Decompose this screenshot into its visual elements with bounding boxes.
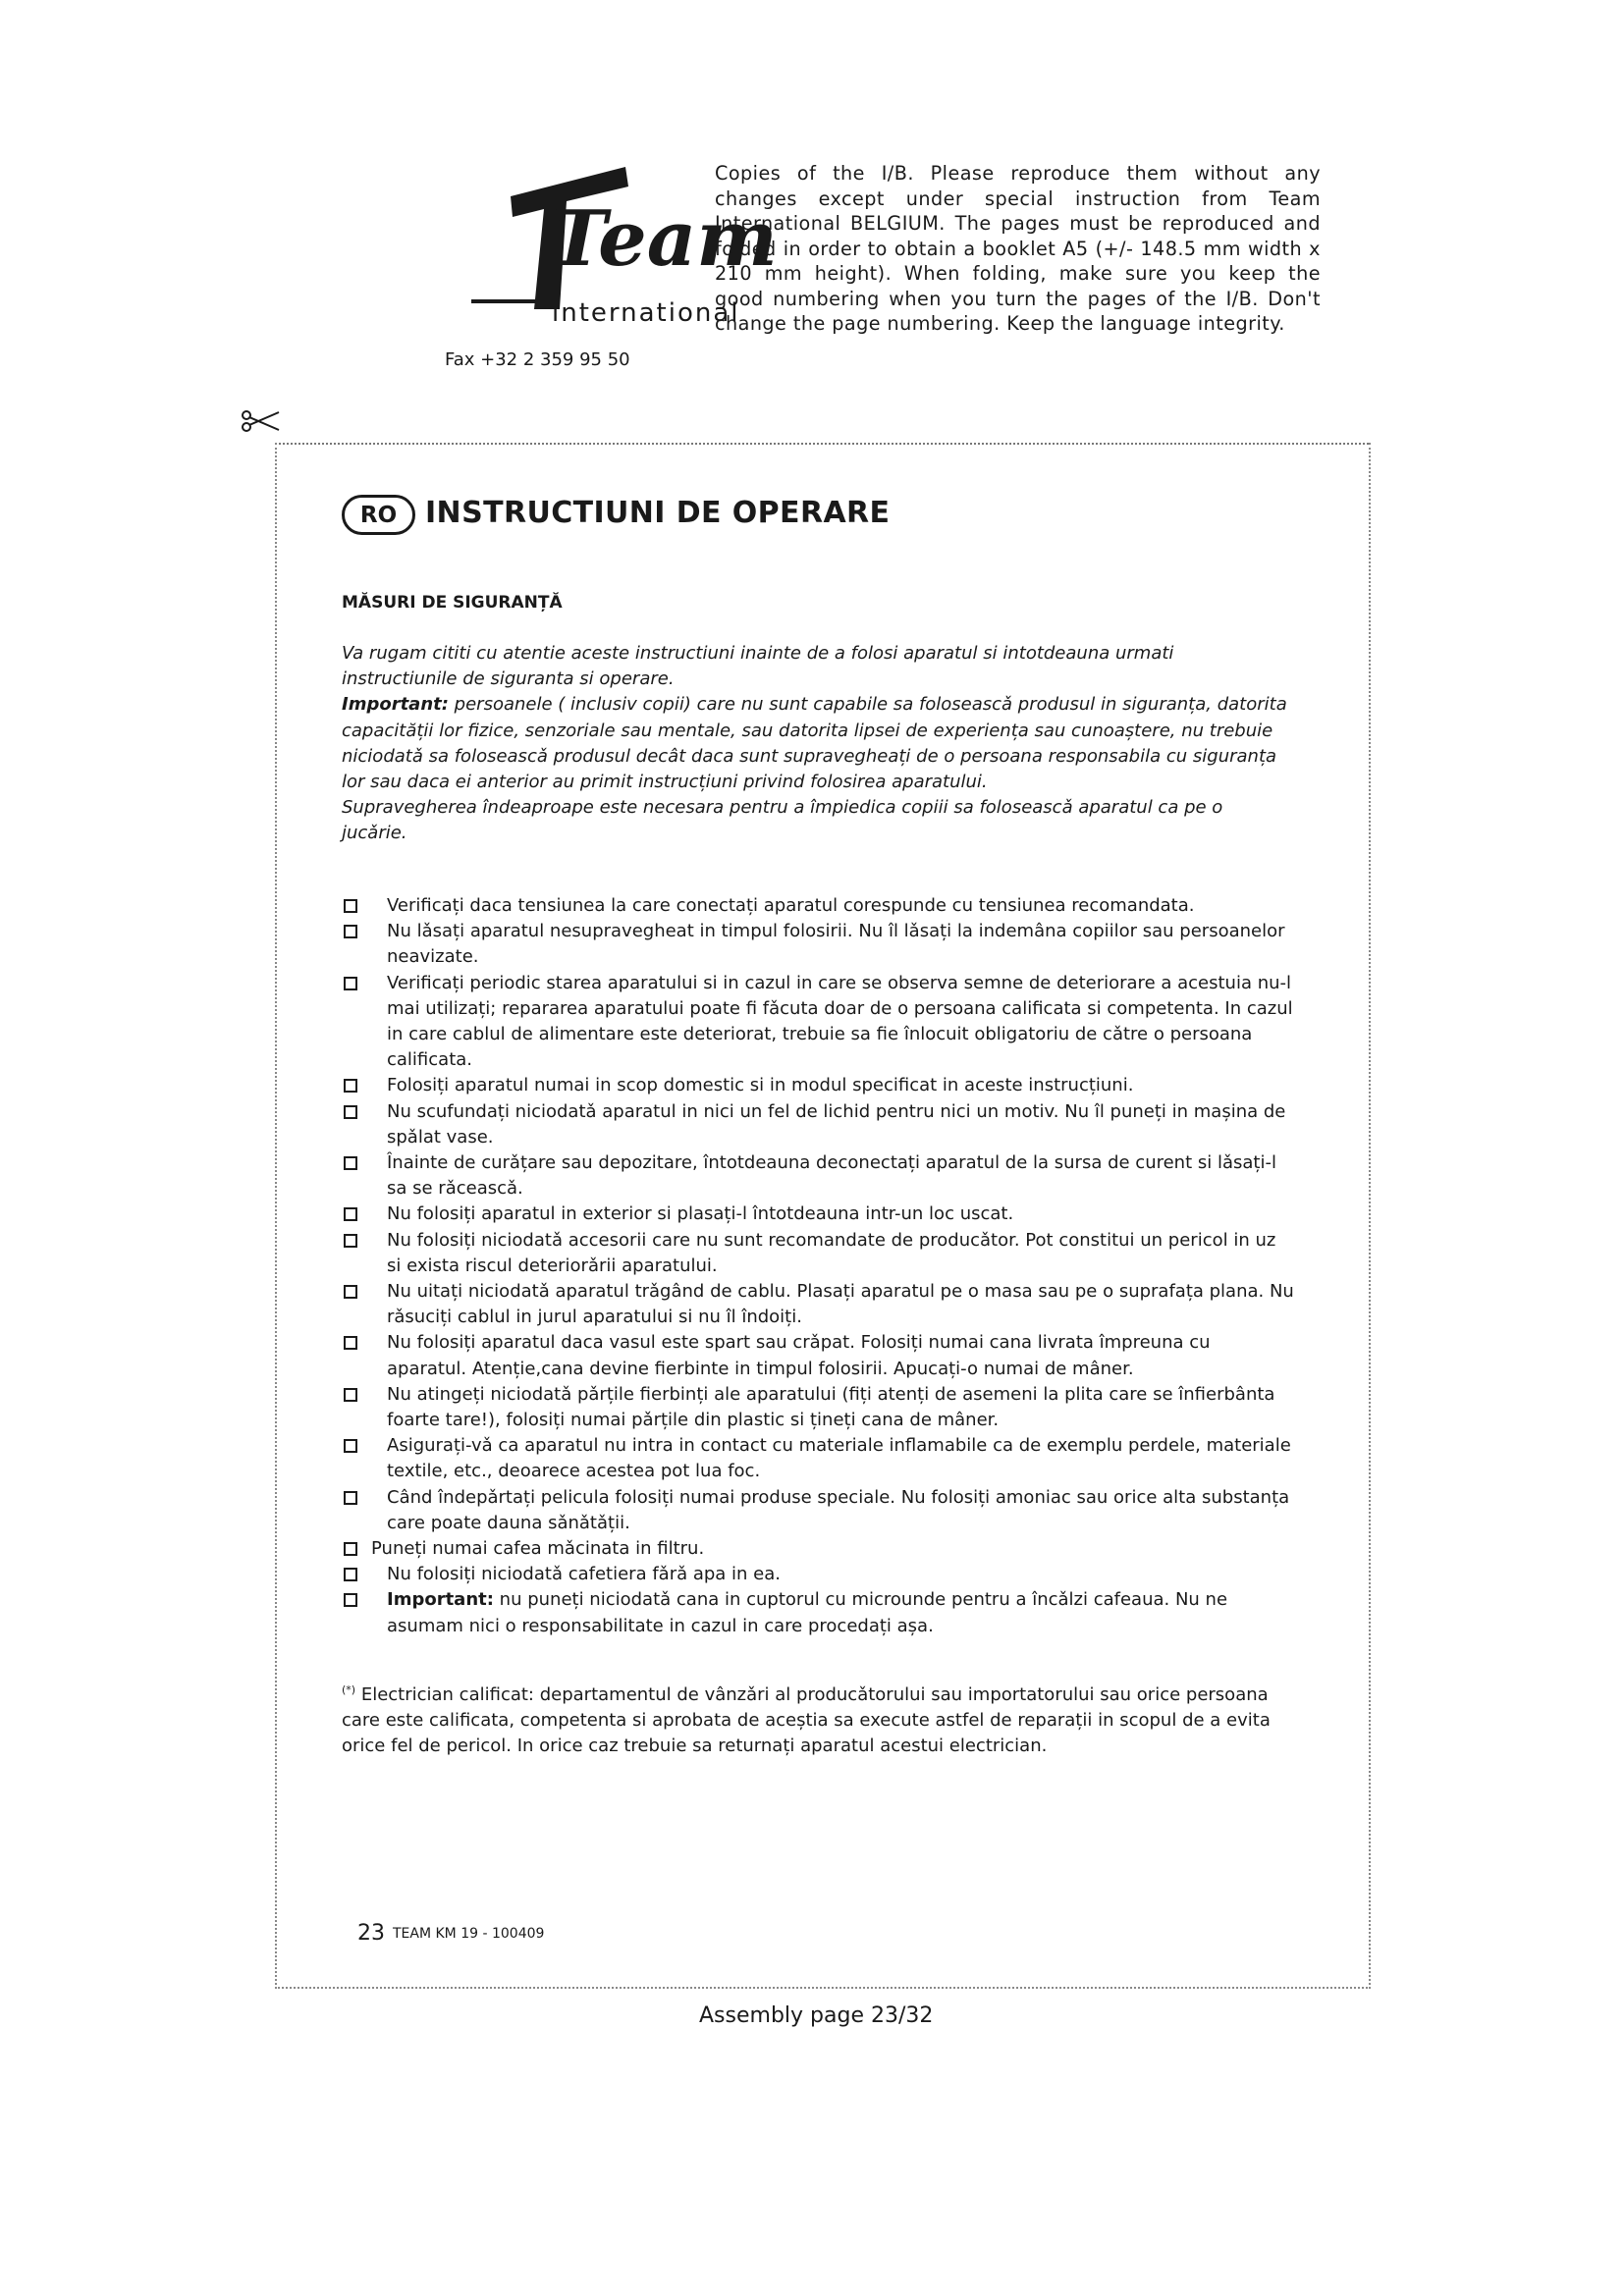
safety-item-text: Nu folosiți aparatul in exterior si plasați-l întotdeauna intr-un loc uscat.	[387, 1203, 1014, 1225]
section-title: MĂSURI DE SIGURANȚĂ	[342, 593, 563, 613]
checkbox-bullet-icon	[344, 1234, 357, 1248]
safety-item-text: Nu folosiți niciodatǎ cafetiera fǎrǎ apa in ea.	[387, 1564, 782, 1585]
safety-item-text: Când îndepǎrtați pelicula folosiți numai produse speciale. Nu folosiți amoniac sau orice alta substanța care poate dauna sǎnǎtǎții.	[387, 1486, 1290, 1533]
safety-item	[342, 1433, 1294, 1484]
safety-item	[342, 1562, 1294, 1587]
checkbox-bullet-icon	[344, 1568, 357, 1581]
safety-list	[342, 893, 1294, 1639]
safety-item-text: Verificați periodic starea aparatului si in cazul in care se observa semne de deteriorare a acestuia nu-l mai utilizați; repararea aparatului poate fi fǎcuta doar de o persoana calificata si competenta. In cazul in care cablul de alimentare este deteriorat, trebuie sa fie înlocuit obligatoriu de cǎtre o persoana calificata.	[387, 972, 1293, 1071]
logo-wordmark: Team	[550, 194, 778, 284]
checkbox-bullet-icon	[344, 1207, 357, 1221]
checkbox-bullet-icon	[344, 925, 357, 938]
safety-item-text: Asigurați-vǎ ca aparatul nu intra in contact cu materiale inflamabile ca de exemplu perdele, materiale textile, etc., deoarece acestea pot lua foc.	[387, 1435, 1291, 1482]
logo-subtitle: international	[552, 298, 740, 328]
safety-item-text: Nu uitați niciodatǎ aparatul trǎgând de cablu. Plasați aparatul pe o masa sau pe o suprafața plana. Nu rǎsuciți cablul in jurul aparatului si nu îl îndoiți.	[387, 1281, 1294, 1328]
checkbox-bullet-icon	[344, 1285, 357, 1299]
page-title: INSTRUCTIUNI DE OPERARE	[425, 496, 891, 530]
checkbox-bullet-icon	[344, 977, 357, 990]
scissors-icon	[240, 408, 281, 434]
safety-item	[342, 1073, 1294, 1098]
safety-item-text: Înainte de curǎțare sau depozitare, întotdeauna deconectați aparatul de la sursa de curent si lǎsați-l sa se rǎceascǎ.	[387, 1152, 1276, 1200]
fax-number: Fax +32 2 359 95 50	[445, 349, 630, 370]
safety-item-text: Nu lǎsați aparatul nesupravegheat in timpul folosirii. Nu îl lǎsați la indemâna copiilor sau persoanelor neavizate.	[387, 921, 1285, 968]
checkbox-bullet-icon	[344, 899, 357, 913]
safety-item-text: Nu folosiți aparatul daca vasul este spart sau crǎpat. Folosiți numai cana livrata împreuna cu aparatul. Atenție,cana devine fierbinte in timpul folosirii. Apucați-o numai de mâner.	[387, 1332, 1211, 1379]
checkbox-bullet-icon	[344, 1079, 357, 1093]
language-badge: RO	[342, 495, 415, 535]
page-number: 23	[357, 1921, 385, 1946]
checkbox-bullet-icon	[344, 1388, 357, 1402]
checkbox-bullet-icon	[344, 1105, 357, 1119]
important-text: persoanele ( inclusiv copii) care nu sunt capabile sa foloseascǎ produsul in siguranța, datorita capacității lor fizice, senzoriale sau mentale, sau datorita lipsei de experiența sau cunoaștere, nu trebuie niciodatǎ sa foloseascǎ produsul decât daca sunt supravegheați de o persoana responsabila cu siguranța lor sau daca ei anterior au primit instrucțiuni privind folosirea aparatului.	[342, 694, 1287, 793]
checkbox-bullet-icon	[344, 1439, 357, 1453]
footnote-text: Electrician calificat: departamentul de vânzǎri al producǎtorului sau importatorului sau orice persoana care este calificata, competenta si aprobata de aceștia sa execute astfel de reparații in scopul de a evita orice fel de pericol. In orice caz trebuie sa returnați aparatul acestui electrician.	[342, 1684, 1271, 1757]
checkbox-bullet-icon	[344, 1491, 357, 1505]
safety-item	[342, 1536, 1294, 1562]
safety-item	[342, 893, 1294, 919]
assembly-page-label: Assembly page 23/32	[699, 2003, 934, 2028]
document-id: TEAM KM 19 - 100409	[393, 1926, 545, 1942]
safety-item	[342, 919, 1294, 970]
footnote-marker: (*)	[342, 1683, 356, 1696]
safety-item	[342, 1485, 1294, 1536]
safety-item	[342, 971, 1294, 1074]
safety-item-text: Puneți numai cafea mǎcinata in filtru.	[371, 1538, 705, 1560]
reproduction-instructions: Copies of the I/B. Please reproduce them without any changes except under special instruction from Team International BELGIUM. The pages must be reproduced and folded in order to obtain a booklet A5 (+/- 148.5 mm width x 210 mm height). When folding, make sure you keep the good numbering when you turn the pages of the I/B. Don't change the page numbering. Keep the language integrity.	[715, 162, 1321, 335]
safety-item-text: nu puneți niciodatǎ cana in cuptorul cu microunde pentru a încǎlzi cafeaua. Nu ne asumam nici o responsabilitate in cazul in care procedați așa.	[387, 1589, 1228, 1636]
checkbox-bullet-icon	[344, 1156, 357, 1170]
checkbox-bullet-icon	[344, 1336, 357, 1350]
safety-item	[342, 1382, 1294, 1433]
safety-item	[342, 1150, 1294, 1201]
safety-item	[342, 1228, 1294, 1279]
checkbox-bullet-icon	[344, 1542, 357, 1556]
intro-important	[342, 692, 1289, 795]
safety-item-text: Nu folosiți niciodatǎ accesorii care nu sunt recomandate de producǎtor. Pot constitui un pericol in uz si exista riscul deteriorǎrii aparatului.	[387, 1229, 1276, 1276]
safety-item	[342, 1099, 1294, 1150]
intro-paragraph: Va rugam cititi cu atentie aceste instructiuni inainte de a folosi aparatul si intotdeauna urmati instructiunile de siguranta si operare.	[342, 643, 1174, 690]
intro-supervision: Supravegherea îndeaproape este necesara pentru a împiedica copiii sa foloseascǎ aparatul ca pe o jucǎrie.	[342, 797, 1223, 844]
checkbox-bullet-icon	[344, 1593, 357, 1607]
safety-item	[342, 1279, 1294, 1330]
footnote	[342, 1678, 1289, 1760]
safety-item	[342, 1201, 1294, 1227]
safety-intro	[342, 641, 1289, 847]
safety-item-text: Folosiți aparatul numai in scop domestic si in modul specificat in aceste instrucțiuni.	[387, 1075, 1134, 1096]
safety-item-text: Verificați daca tensiunea la care conectați aparatul corespunde cu tensiunea recomandata.	[387, 895, 1195, 916]
safety-item-text: Nu scufundați niciodatǎ aparatul in nici un fel de lichid pentru nici un motiv. Nu îl puneți in mașina de spǎlat vase.	[387, 1100, 1286, 1148]
safety-item	[342, 1330, 1294, 1381]
important-label: Important:	[342, 694, 449, 716]
team-international-logo	[454, 152, 778, 339]
safety-item-text: Nu atingeți niciodatǎ pǎrțile fierbinți ale aparatului (fiți atenți de asemeni la plita care se înfierbânta foarte tare!), folosiți numai pǎrțile din plastic si țineți cana de mâner.	[387, 1383, 1275, 1431]
item-bold-label: Important:	[387, 1589, 494, 1611]
safety-item	[342, 1587, 1294, 1638]
